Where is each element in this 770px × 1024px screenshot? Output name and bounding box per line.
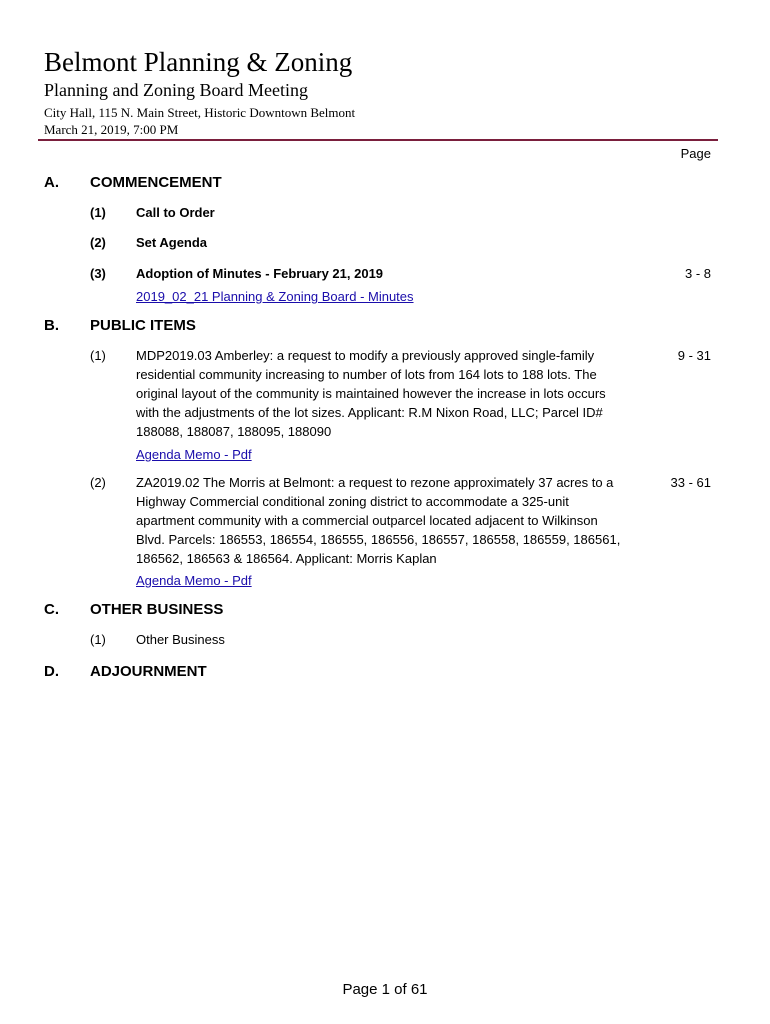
header-divider: [38, 139, 718, 141]
meeting-datetime: March 21, 2019, 7:00 PM: [44, 122, 179, 137]
item-c1-text: Other Business: [136, 632, 225, 647]
item-b1-text: MDP2019.03 Amberley: a request to modify a previously approved single-family residential community increasing to number of lots from 164 lots to 188 lots. The original layout of the community is maintained however the increase in lots occurs with the adjustments of the lot sizes. Applicant: R.M Nixon Road, LLC; Parcel ID# 188088, 188087, 188095, 188090: [136, 348, 606, 439]
item-a1-number: (1): [90, 205, 106, 220]
meeting-subtitle: Planning and Zoning Board Meeting: [44, 80, 308, 100]
agenda-memo-link-b2[interactable]: Agenda Memo - Pdf: [136, 573, 252, 588]
section-b-title: PUBLIC ITEMS: [90, 317, 196, 334]
section-c-title: OTHER BUSINESS: [90, 601, 224, 618]
item-a2-number: (2): [90, 235, 106, 250]
document-title: Belmont Planning & Zoning: [44, 47, 353, 77]
item-b2-pages: 33 - 61: [670, 475, 711, 490]
section-a-letter: A.: [44, 174, 59, 191]
minutes-link[interactable]: 2019_02_21 Planning & Zoning Board - Minutes: [136, 289, 414, 304]
page-indicator: Page 1 of 61: [342, 981, 428, 998]
item-b1-number: (1): [90, 348, 106, 363]
item-c1-number: (1): [90, 632, 106, 647]
item-a2-text: Set Agenda: [136, 235, 208, 250]
item-b1-pages: 9 - 31: [677, 348, 711, 363]
page-column-label: Page: [680, 146, 711, 161]
section-d-title: ADJOURNMENT: [90, 663, 207, 680]
agenda-memo-link-b1[interactable]: Agenda Memo - Pdf: [136, 447, 252, 462]
section-d-letter: D.: [44, 663, 59, 680]
item-b2-text: ZA2019.02 The Morris at Belmont: a request to rezone approximately 37 acres to a Highway Commercial conditional zoning district to accommodate a 325-unit apartment community with a commercial outparcel located adjacent to Wilkinson Blvd. Parcels: 186553, 186554, 186555, 186556, 186557, 186558, 186559, 186561, 186562, 186563 & 186564. Applicant: Morris Kaplan: [136, 475, 621, 566]
meeting-location: City Hall, 115 N. Main Street, Historic Downtown Belmont: [44, 105, 356, 120]
item-b2-number: (2): [90, 475, 106, 490]
item-a3-pages: 3 - 8: [684, 266, 711, 281]
section-a-title: COMMENCEMENT: [90, 174, 222, 191]
item-a3-text: Adoption of Minutes - February 21, 2019: [136, 266, 384, 281]
section-c-letter: C.: [44, 601, 59, 618]
item-a3-number: (3): [90, 266, 106, 281]
item-a1-text: Call to Order: [136, 205, 215, 220]
section-b-letter: B.: [44, 317, 59, 334]
